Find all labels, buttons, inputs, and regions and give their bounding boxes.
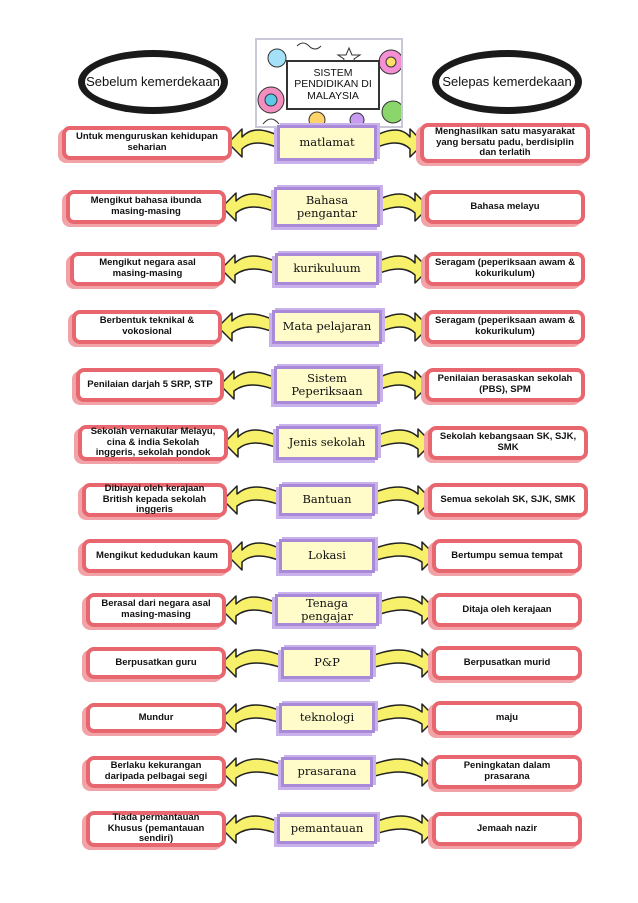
before-box: Mengikut kedudukan kaum	[82, 539, 232, 573]
aspect-box: Mata pelajaran	[272, 310, 382, 344]
arrow-right	[371, 542, 436, 570]
aspect-box: P&P	[281, 647, 373, 679]
arrow-right	[373, 815, 436, 843]
before-box: Berasal dari negara asal masing-masing	[86, 593, 226, 627]
arrow-left	[218, 313, 276, 341]
arrow-left	[221, 255, 279, 283]
left-heading: Sebelum kemerdekaan	[86, 73, 220, 89]
right-heading: Selepas kemerdekaan	[442, 73, 572, 89]
aspect-box: matlamat	[277, 125, 377, 161]
arrow-left	[222, 193, 278, 221]
after-box: Peningkatan dalam prasarana	[432, 755, 582, 789]
after-box: maju	[432, 701, 582, 735]
before-box: Mengikut negara asal masing-masing	[70, 252, 225, 286]
after-box: Penilaian berasaskan sekolah (PBS), SPM	[425, 368, 585, 402]
arrow-left	[223, 486, 283, 514]
arrow-left	[222, 649, 285, 677]
after-box: Bahasa melayu	[425, 190, 585, 224]
right-heading-oval	[432, 50, 582, 114]
aspect-box: Tenaga pengajar	[275, 594, 379, 626]
after-box: Berpusatkan murid	[432, 646, 582, 680]
arrow-left	[222, 596, 279, 624]
aspect-box: prasarana	[281, 757, 373, 787]
before-box: Untuk menguruskan kehidupan seharian	[62, 126, 232, 160]
before-box: Berpusatkan guru	[86, 647, 226, 679]
arrow-right	[375, 255, 429, 283]
aspect-box: Bantuan	[279, 484, 375, 516]
after-box: Semua sekolah SK, SJK, SMK	[428, 483, 588, 517]
arrow-right	[374, 429, 432, 457]
before-box: Berbentuk teknikal & vokosional	[72, 310, 222, 344]
arrow-right	[376, 193, 429, 221]
arrow-right	[369, 649, 436, 677]
arrow-left	[228, 129, 281, 157]
after-box: Ditaja oleh kerajaan	[432, 593, 582, 627]
arrow-left	[222, 815, 281, 843]
aspect-box: pemantauan	[277, 814, 377, 844]
aspect-box: Bahasa pengantar	[274, 187, 380, 227]
aspect-box: Jenis sekolah	[276, 426, 378, 460]
before-box: Dibiayai oleh kerajaan British kepada sekolah inggeris	[82, 483, 227, 517]
after-box: Bertumpu semua tempat	[432, 539, 582, 573]
before-box: Berlaku kekurangan daripada pelbagai segi	[86, 756, 226, 788]
after-box: Sekolah kebangsaan SK, SJK, SMK	[428, 426, 588, 460]
after-box: Seragam (peperiksaan awam & kokurikulum)	[425, 310, 585, 344]
title-card	[255, 38, 403, 128]
arrow-left	[224, 429, 280, 457]
before-box: Penilaian darjah 5 SRP, STP	[76, 368, 224, 402]
arrow-right	[375, 596, 436, 624]
before-box: Tiada permantauan Khusus (pemantauan sendiri)	[86, 811, 226, 847]
aspect-box: kurikuluum	[275, 253, 379, 285]
after-box: Menghasilkan satu masyarakat yang bersatu padu, berdisiplin dan terlatih	[420, 123, 590, 163]
before-box: Mengikut bahasa ibunda masing-masing	[66, 190, 226, 224]
arrow-right	[378, 313, 429, 341]
after-box: Jemaah nazir	[432, 812, 582, 846]
aspect-box: Lokasi	[279, 539, 375, 573]
aspect-box: Sistem Peperiksaan	[274, 366, 380, 404]
arrow-left	[228, 542, 283, 570]
before-box: Mundur	[86, 703, 226, 733]
arrow-right	[376, 371, 429, 399]
diagram-title: SISTEM PENDIDIKAN DI MALAYSIA	[286, 60, 380, 110]
arrow-right	[373, 129, 424, 157]
arrow-left	[222, 758, 285, 786]
aspect-box: teknologi	[279, 703, 375, 733]
arrow-right	[369, 758, 436, 786]
arrow-right	[371, 704, 436, 732]
left-heading-oval	[78, 50, 228, 114]
arrow-right	[371, 486, 432, 514]
before-box: Sekolah vernakular Melayu, cina & india Sekolah inggeris, sekolah pondok	[78, 425, 228, 461]
arrow-left	[222, 704, 283, 732]
after-box: Seragam (peperiksaan awam & kokurikulum)	[425, 252, 585, 286]
arrow-left	[220, 371, 278, 399]
